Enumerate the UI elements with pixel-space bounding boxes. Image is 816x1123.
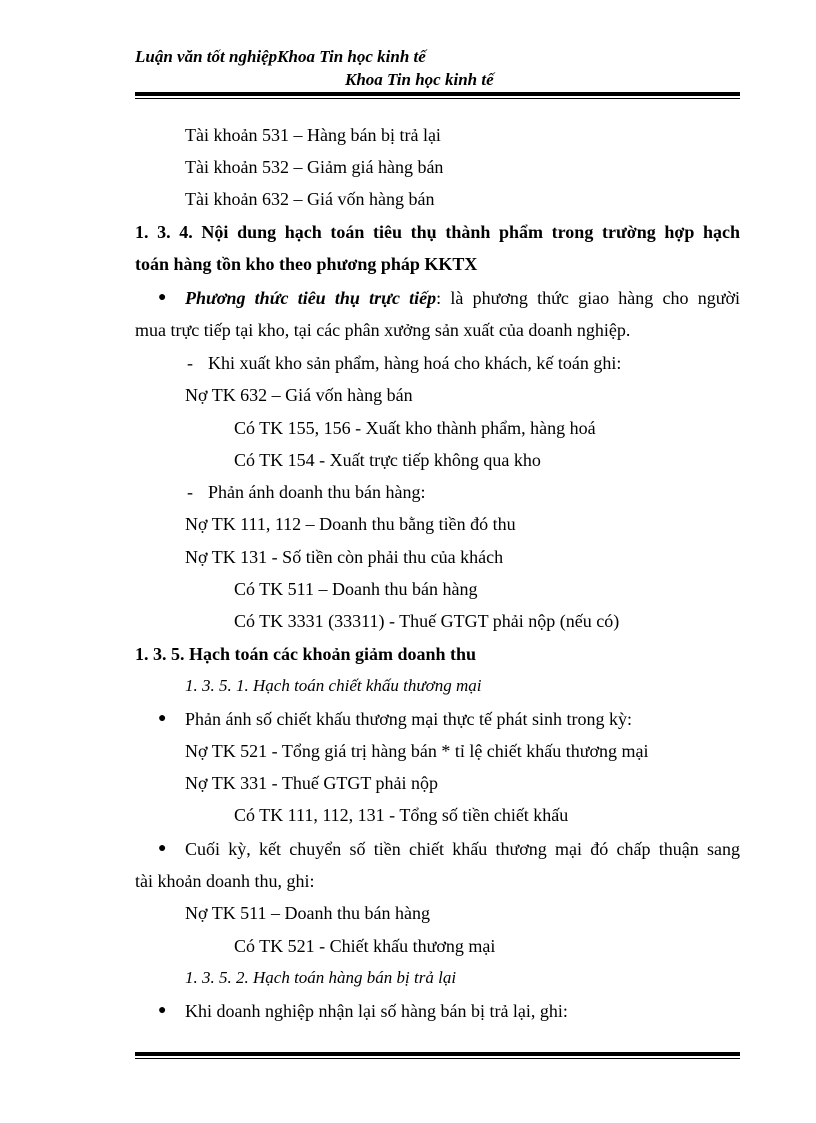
- footer-rule-thick: [135, 1052, 740, 1056]
- export-note: Khi xuất kho sản phẩm, hàng hoá cho khách, kế toán ghi:: [208, 353, 622, 373]
- header-line-2: Khoa Tin học kinh tế: [345, 70, 494, 89]
- direct-sale-term: Phương thức tiêu thụ trực tiếp: [185, 288, 437, 308]
- direct-sale-rest: : là phương thức giao hàng cho người: [436, 288, 740, 308]
- entry-debit-131: Nợ TK 131 - Số tiền còn phải thu của khách: [185, 547, 504, 567]
- direct-sale-paragraph: [185, 286, 740, 310]
- bullet-icon: ●: [158, 1003, 167, 1018]
- entry-debit-331: Nợ TK 331 - Thuế GTGT phải nộp: [185, 773, 438, 793]
- header-line-1: Luận văn tốt nghiệpKhoa Tin học kinh tế: [135, 47, 426, 66]
- direct-sale-paragraph-cont: mua trực tiếp tại kho, tại các phân xưởng sản xuất của doanh nghiệp.: [135, 320, 631, 340]
- bullet-icon: ●: [158, 841, 167, 856]
- end-period-paragraph-cont: tài khoản doanh thu, ghi:: [135, 871, 315, 891]
- entry-credit-511: Có TK 511 – Doanh thu bán hàng: [234, 579, 478, 599]
- end-period-paragraph: Cuối kỳ, kết chuyển số tiền chiết khấu thương mại đó chấp thuận sang: [185, 839, 740, 859]
- revenue-note: Phản ánh doanh thu bán hàng:: [208, 482, 426, 502]
- account-532: Tài khoản 532 – Giảm giá hàng bán: [185, 157, 444, 177]
- footer-rule-thin: [135, 1058, 740, 1059]
- entry-credit-521: Có TK 521 - Chiết khấu thương mại: [234, 936, 496, 956]
- dash-icon: -: [187, 353, 193, 373]
- entry-debit-632: Nợ TK 632 – Giá vốn hàng bán: [185, 385, 413, 405]
- entry-credit-154: Có TK 154 - Xuất trực tiếp không qua kho: [234, 450, 541, 470]
- entry-credit-111: Có TK 111, 112, 131 - Tổng số tiền chiết khấu: [234, 805, 569, 825]
- section-heading-1-3-4-cont: toán hàng tồn kho theo phương pháp KKTX: [135, 254, 478, 274]
- header-rule-thick: [135, 92, 740, 96]
- header-rule-thin: [135, 98, 740, 99]
- entry-credit-3331: Có TK 3331 (33311) - Thuế GTGT phải nộp (nếu có): [234, 611, 620, 631]
- bullet-icon: ●: [158, 290, 167, 305]
- account-531: Tài khoản 531 – Hàng bán bị trả lại: [185, 125, 441, 145]
- section-heading-1-3-5: 1. 3. 5. Hạch toán các khoản giảm doanh thu: [135, 644, 477, 664]
- entry-credit-155: Có TK 155, 156 - Xuất kho thành phẩm, hàng hoá: [234, 418, 596, 438]
- entry-debit-111: Nợ TK 111, 112 – Doanh thu bằng tiền đó thu: [185, 514, 516, 534]
- discount-note: Phản ánh số chiết khấu thương mại thực tế phát sinh trong kỳ:: [185, 709, 632, 729]
- subsection-heading-1-3-5-2: 1. 3. 5. 2. Hạch toán hàng bán bị trả lại: [185, 968, 457, 987]
- section-heading-1-3-4: 1. 3. 4. Nội dung hạch toán tiêu thụ thành phẩm trong trường hợp hạch: [135, 222, 740, 242]
- entry-debit-521: Nợ TK 521 - Tổng giá trị hàng bán * tỉ lệ chiết khấu thương mại: [185, 741, 649, 761]
- returns-note: Khi doanh nghiệp nhận lại số hàng bán bị trả lại, ghi:: [185, 1001, 568, 1021]
- bullet-icon: ●: [158, 711, 167, 726]
- entry-debit-511: Nợ TK 511 – Doanh thu bán hàng: [185, 903, 430, 923]
- account-632: Tài khoản 632 – Giá vốn hàng bán: [185, 189, 435, 209]
- dash-icon: -: [187, 482, 193, 502]
- subsection-heading-1-3-5-1: 1. 3. 5. 1. Hạch toán chiết khấu thương mại: [185, 676, 482, 695]
